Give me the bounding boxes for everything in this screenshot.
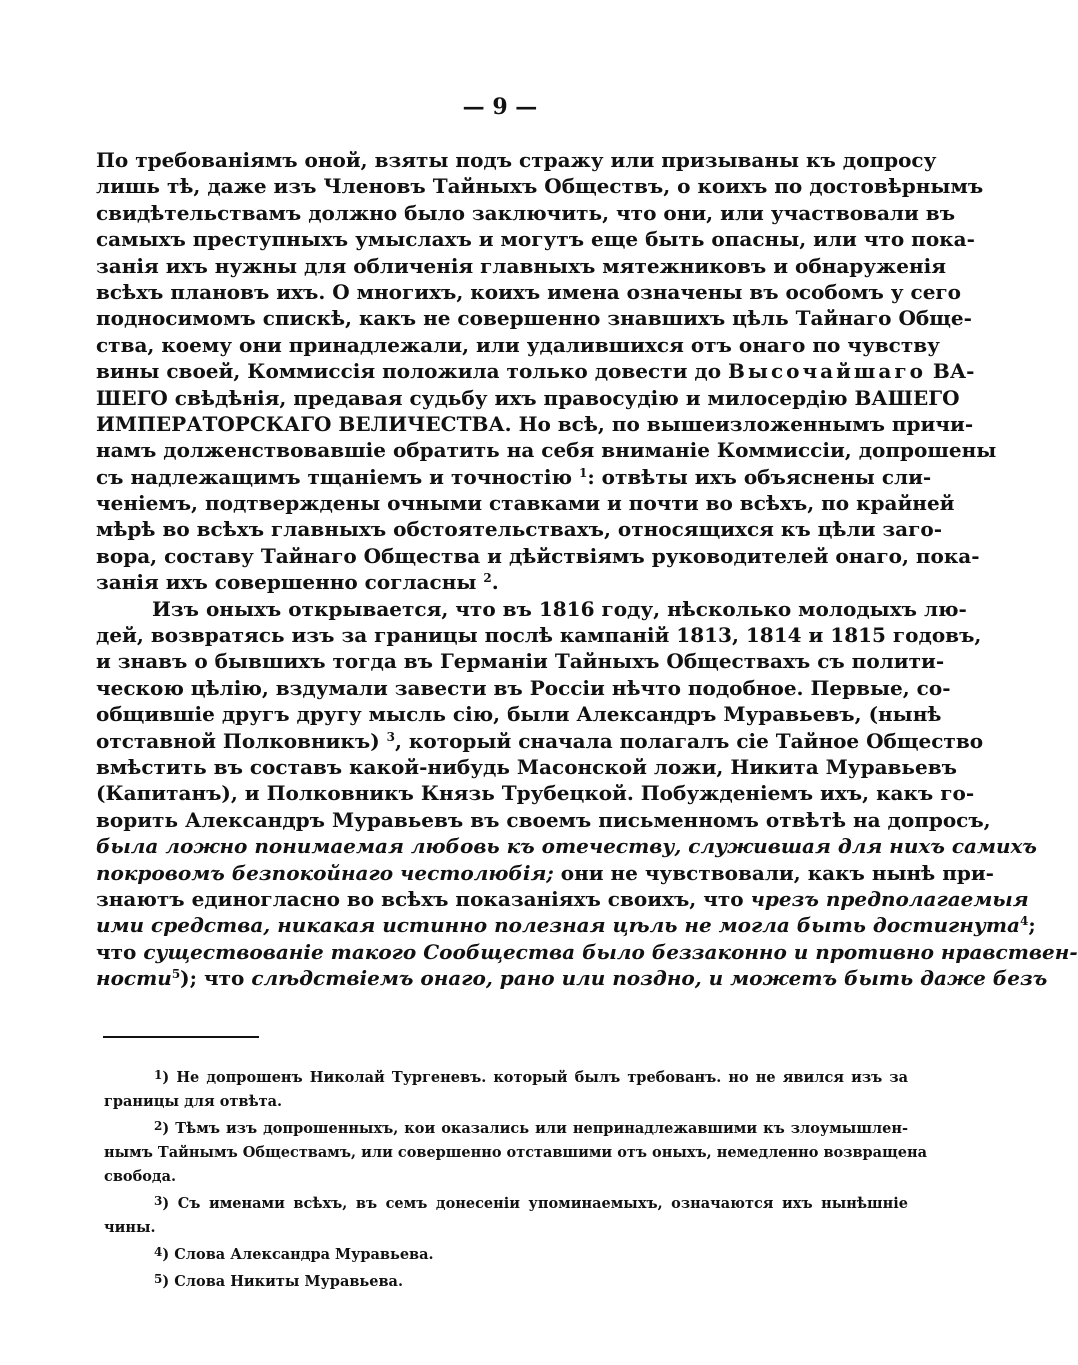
text-line: и знавъ о бывшихъ тогда въ Германіи Тайныхъ Обществахъ съ полити- bbox=[96, 649, 945, 674]
footnote-text: ) Съ именами всѣхъ, въ семъ донесеніи упоминаемыхъ, означаются ихъ нынѣшніе bbox=[162, 1195, 908, 1212]
text-line bbox=[96, 860, 994, 886]
text-line: вора, составу Тайнаго Общества и дѣйствіямъ руководителей онаго, пока- bbox=[96, 543, 980, 568]
page-number: — 9 — bbox=[462, 94, 538, 120]
footnote-ref: 1 bbox=[578, 465, 588, 480]
main-text bbox=[96, 147, 1078, 992]
text-span: ); что bbox=[180, 966, 252, 991]
footnote-4 bbox=[104, 1243, 908, 1267]
text-span: знаютъ единогласно во всѣхъ показаніяхъ своихъ, что bbox=[96, 886, 751, 911]
text-span: отставной Полковникъ) bbox=[96, 728, 387, 753]
text-line: намъ долженствовавшіе обратить на себя вниманіе Коммиссіи, допрошены bbox=[96, 438, 997, 463]
footnote-number: 5 bbox=[154, 1272, 163, 1286]
text-span: занія ихъ совершенно согласны bbox=[96, 570, 484, 595]
text-span: ВА- bbox=[925, 359, 975, 384]
text-span: вины своей, Коммиссія положила только довести до bbox=[96, 359, 729, 384]
text-line bbox=[96, 833, 1037, 859]
text-line: дей, возвратясь изъ за границы послѣ кампаній 1813, 1814 и 1815 годовъ, bbox=[96, 623, 982, 648]
footnote-text: ) Слова Александра Муравьева. bbox=[162, 1246, 434, 1263]
italic-quote: существованіе такого Сообщества было беззаконно и противно нравствен- bbox=[143, 939, 1078, 964]
footnote-text: ) Тѣмъ изъ допрошенныхъ, кои оказались или непринадлежавшими къ злоумышлен- bbox=[162, 1120, 908, 1137]
italic-quote: ности bbox=[96, 966, 172, 991]
italic-quote: покровомъ безпокойнаго честолюбія; bbox=[96, 860, 554, 885]
footnote-2 bbox=[104, 1117, 908, 1141]
italic-quote: была ложно понимаемая любовь къ отечеству, служившая для нихъ самихъ bbox=[96, 834, 1037, 859]
text-line: ченіемъ, подтверждены очными ставками и почти во всѣхъ, по крайней bbox=[96, 491, 955, 516]
text-line bbox=[96, 728, 984, 754]
spaced-word: Высочайшаго bbox=[728, 359, 926, 384]
text-line bbox=[96, 886, 1029, 912]
text-line: ворить Александръ Муравьевъ въ своемъ письменномъ отвѣтѣ на допросъ, bbox=[96, 807, 991, 832]
text-line: ческою цѣлію, вздумали завести въ Россіи нѣчто подобное. Первые, со- bbox=[96, 675, 951, 700]
footnote-number: 1 bbox=[154, 1068, 163, 1082]
text-line: (Капитанъ), и Полковникъ Князь Трубецкой. Побужденіемъ ихъ, какъ го- bbox=[96, 781, 975, 806]
italic-quote: ими средства, никакая истинно полезная цѣль не могла быть достигнута bbox=[96, 913, 1020, 938]
text-span: ; bbox=[1028, 913, 1036, 938]
footnote-ref: 4 bbox=[1019, 914, 1029, 929]
footnote-number: 2 bbox=[154, 1119, 163, 1133]
text-line bbox=[96, 912, 1036, 938]
footnote-5 bbox=[104, 1270, 908, 1294]
text-line: занія ихъ нужны для обличенія главныхъ мятежниковъ и обнаруженія bbox=[96, 253, 947, 278]
text-line: ства, коему они принадлежали, или удалившихся отъ онаго по чувству bbox=[96, 332, 940, 357]
text-line bbox=[96, 569, 908, 595]
footnote-text: ) Не допрошенъ Николай Тургеневъ. который былъ требованъ. но не явился изъ за bbox=[162, 1069, 908, 1086]
text-line: По требованіямъ оной, взяты подъ стражу или призываны къ допросу bbox=[96, 148, 937, 172]
footnote-text: ) Слова Никиты Муравьева. bbox=[162, 1273, 403, 1290]
text-span: . bbox=[491, 570, 499, 595]
text-span: : отвѣты ихъ объяснены сли- bbox=[587, 464, 932, 489]
text-span: что bbox=[96, 939, 144, 964]
text-line bbox=[96, 939, 1078, 965]
footnotes bbox=[104, 1066, 927, 1294]
footnote-ref: 2 bbox=[483, 571, 492, 586]
italic-quote: слѣдствіемъ онаго, рано или поздно, и можетъ быть даже безъ bbox=[251, 966, 1048, 991]
footnote-1 bbox=[104, 1066, 908, 1090]
footnote-line: свобода. bbox=[104, 1168, 177, 1185]
text-line bbox=[96, 464, 932, 490]
footnote-ref: 5 bbox=[171, 967, 181, 982]
footnote-number: 4 bbox=[154, 1245, 163, 1259]
text-line: всѣхъ плановъ ихъ. О многихъ, коихъ имена означены въ особомъ у сего bbox=[96, 279, 962, 304]
paragraph-first-line: Изъ оныхъ открывается, что въ 1816 году, нѣсколько молодыхъ лю- bbox=[152, 596, 967, 621]
text-line: подносимомъ спискѣ, какъ не совершенно знавшихъ цѣль Тайнаго Обще- bbox=[96, 306, 972, 331]
text-line: свидѣтельствамъ должно было заключить, что они, или участвовали въ bbox=[96, 200, 956, 225]
text-line bbox=[96, 358, 975, 384]
italic-quote: чрезъ предполагаемыя bbox=[750, 886, 1029, 911]
footnote-line: чины. bbox=[104, 1219, 156, 1236]
footnote-number: 3 bbox=[154, 1194, 163, 1208]
text-line: ШЕГО свѣдѣнія, предавая судьбу ихъ правосудію и милосердію ВАШЕГО bbox=[96, 385, 960, 410]
footnote-separator bbox=[103, 1036, 259, 1038]
text-line: самыхъ преступныхъ умыслахъ и могутъ еще быть опасны, или что пока- bbox=[96, 227, 975, 252]
text-line: лишь тѣ, даже изъ Членовъ Тайныхъ Обществъ, о коихъ по достовѣрнымъ bbox=[96, 174, 984, 199]
text-line: общившіе другъ другу мысль сію, были Александръ Муравьевъ, (нынѣ bbox=[96, 702, 942, 727]
text-line: мѣрѣ во всѣхъ главныхъ обстоятельствахъ, относящихся къ цѣли заго- bbox=[96, 517, 942, 542]
text-span: , который сначала полагалъ сіе Тайное Общество bbox=[394, 728, 984, 753]
text-span: они не чувствовали, какъ нынѣ при- bbox=[553, 860, 994, 885]
text-line: ИМПЕРАТОРСКАГО ВЕЛИЧЕСТВА. Но всѣ, по вышеизложеннымъ причи- bbox=[96, 411, 974, 436]
footnote-line: нымъ Тайнымъ Обществамъ, или совершенно отставшими отъ оныхъ, немедленно возвращена bbox=[104, 1144, 927, 1161]
text-line bbox=[96, 965, 1048, 991]
text-line: вмѣстить въ составъ какой-нибудь Масонской ложи, Никита Муравьевъ bbox=[96, 754, 957, 779]
footnote-line: границы для отвѣта. bbox=[104, 1093, 283, 1110]
footnote-ref: 3 bbox=[386, 729, 395, 744]
footnote-3 bbox=[104, 1192, 908, 1216]
text-span: съ надлежащимъ тщаніемъ и точностію bbox=[96, 464, 579, 489]
